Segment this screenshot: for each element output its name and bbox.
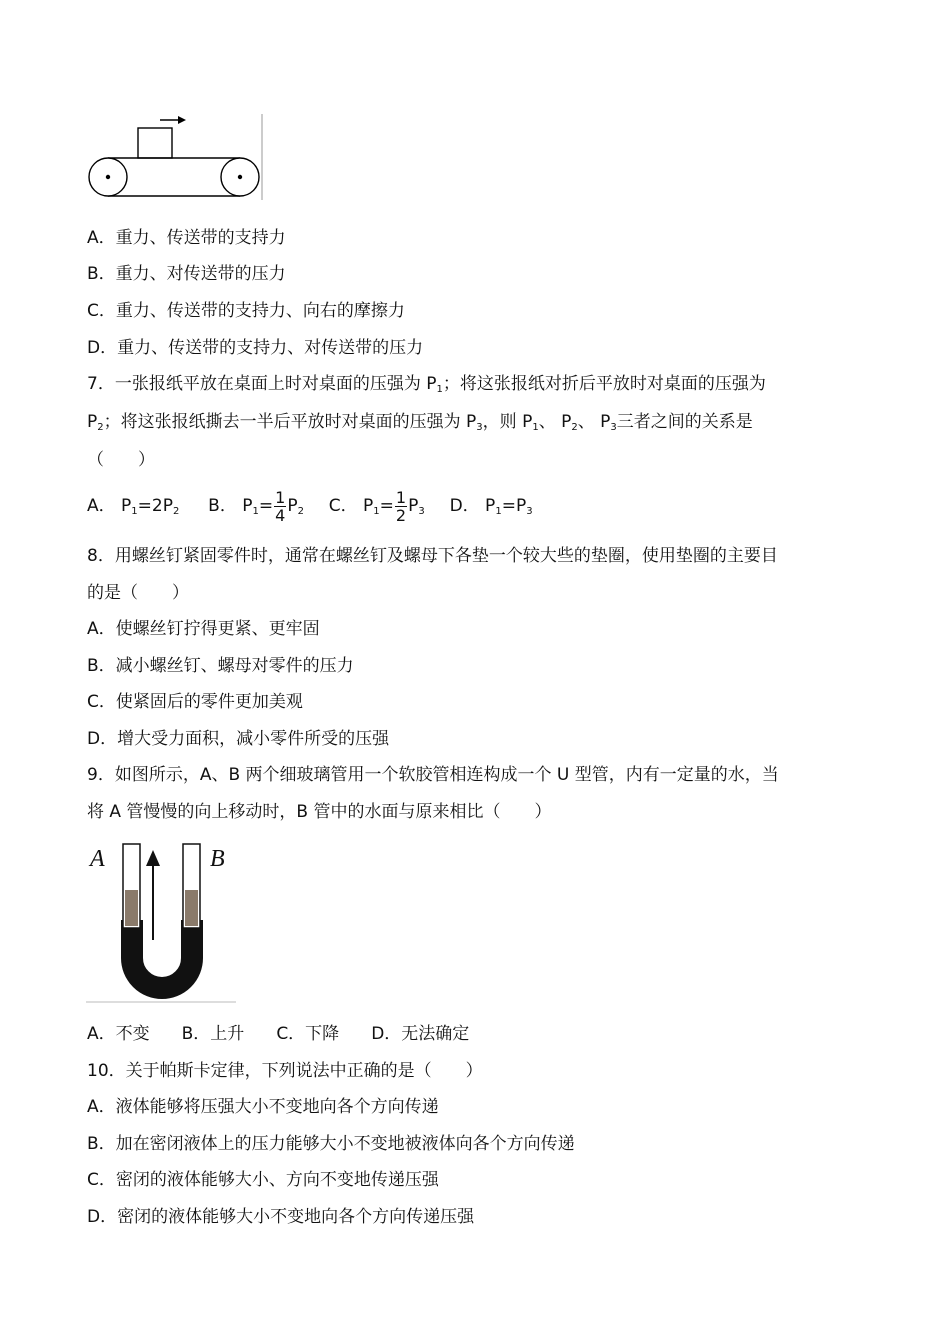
q6-option-a: A．重力、传送带的支持力 [87, 228, 286, 248]
q8-option-c: C．使紧固后的零件更加美观 [87, 692, 303, 712]
q8-option-d: D．增大受力面积，减小零件所受的压强 [87, 729, 390, 749]
q6-option-c: C．重力、传送带的支持力、向右的摩擦力 [87, 301, 405, 321]
q8-stem-line2: 的是（ ） [87, 583, 189, 603]
q9-option-c: C．下降 [276, 1024, 340, 1044]
q9-option-b: B．上升 [181, 1024, 245, 1044]
q9-stem-line2: 将 A 管慢慢的向上移动时，B 管中的水面与原来相比（ ） [87, 802, 552, 822]
q10-option-c: C．密闭的液体能够大小、方向不变地传递压强 [87, 1170, 439, 1190]
q7-stem-line1: 7．一张报纸平放在桌面上时对桌面的压强为 $P_1$；将这张报纸对折后平放时对桌面的压强为 [87, 374, 766, 395]
conveyor-belt-figure [86, 112, 266, 204]
fraction-one-quarter: $\frac{1}{4}$ [275, 487, 286, 525]
q7-option-a: A． $P_1=2P_2$ [87, 496, 180, 517]
fraction-one-half: $\frac{1}{2}$ [395, 487, 407, 525]
q10-option-b: B．加在密闭液体上的压力能够大小不变地被液体向各个方向传递 [87, 1134, 575, 1154]
q10-option-a: A．液体能够将压强大小不变地向各个方向传递 [87, 1097, 439, 1117]
q6-option-d: D．重力、传送带的支持力、对传送带的压力 [87, 338, 424, 358]
q7-answer-bracket: （ ） [87, 450, 155, 470]
u-tube-figure [86, 840, 238, 1004]
tube-b-label: B [210, 846, 225, 872]
q8-option-b: B．减小螺丝钉、螺母对零件的压力 [87, 656, 354, 676]
q7-stem-line2: $P_2$；将这张报纸撕去一半后平放时对桌面的压强为 $P_3$，则 $P_1$、 $P_2$、 $P_3$三者之间的关系是 [87, 412, 753, 433]
q6-option-b: B．重力、对传送带的压力 [87, 264, 286, 284]
q7-options [87, 488, 533, 530]
q10-option-d: D．密闭的液体能够大小不变地向各个方向传递压强 [87, 1207, 475, 1227]
q9-option-a: A．不变 [87, 1024, 150, 1044]
q9-option-d: D．无法确定 [371, 1024, 470, 1044]
q7-option-d: D． $P_1=P_3$ [449, 496, 533, 517]
tube-a-label: A [90, 846, 105, 872]
q9-stem-line1: 9．如图所示，A、B 两个细玻璃管用一个软胶管相连构成一个 U 型管，内有一定量的水，当 [87, 765, 779, 785]
q7-option-b: B． $P_1=$ $\frac{1}{4}$ $P_2$ [208, 487, 304, 525]
q8-stem-line1: 8．用螺丝钉紧固零件时，通常在螺丝钉及螺母下各垫一个较大些的垫圈，使用垫圈的主要目 [87, 546, 778, 566]
q9-options [87, 1022, 469, 1046]
q8-option-a: A．使螺丝钉拧得更紧、更牢固 [87, 619, 320, 639]
q10-stem: 10．关于帕斯卡定律，下列说法中正确的是（ ） [87, 1061, 483, 1081]
q7-option-c: C． $P_1=$ $\frac{1}{2}$ $P_3$ [328, 487, 425, 525]
